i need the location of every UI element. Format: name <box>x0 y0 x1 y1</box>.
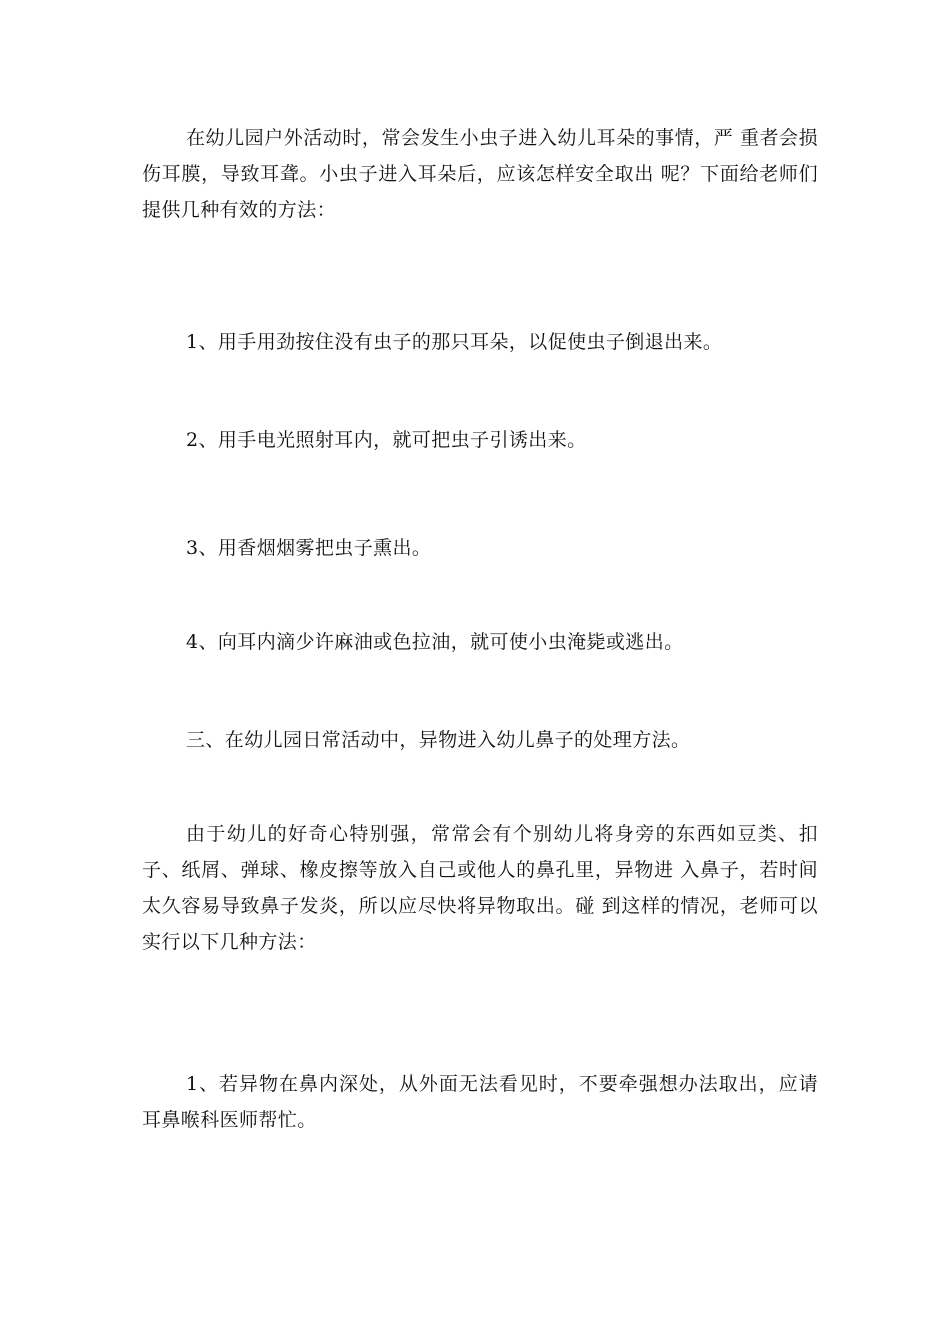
nose-method-1: 1、若异物在鼻内深处，从外面无法看见时，不要牵强想办法取出，应请耳鼻喉科医师帮忙。 <box>142 1073 818 1131</box>
nose-intro-paragraph: 由于幼儿的好奇心特别强，常常会有个别幼儿将身旁的东西如豆类、扣子、纸屑、弹球、橡皮擦等放入自己或他人的鼻孔里，异物进 入鼻子，若时间太久容易导致鼻子发炎，所以应尽快将异物取出。碰 到这样的情况，老师可以实行以下几种方法： <box>142 823 818 953</box>
ear-method-1: 1、用手用劲按住没有虫子的那只耳朵，以促使虫子倒退出来。 <box>186 331 723 353</box>
intro-paragraph: 在幼儿园户外活动时，常会发生小虫子进入幼儿耳朵的事情，严 重者会损伤耳膜，导致耳聋。小虫子进入耳朵后，应该怎样安全取出 呢？下面给老师们提供几种有效的方法： <box>142 127 818 221</box>
ear-method-4: 4、向耳内滴少许麻油或色拉油，就可使小虫淹毙或逃出。 <box>186 631 684 653</box>
ear-method-3: 3、用香烟烟雾把虫子熏出。 <box>186 537 432 559</box>
ear-method-2: 2、用手电光照射耳内，就可把虫子引诱出来。 <box>186 429 587 451</box>
section-heading-nose: 三、在幼儿园日常活动中，异物进入幼儿鼻子的处理方法。 <box>186 729 691 751</box>
